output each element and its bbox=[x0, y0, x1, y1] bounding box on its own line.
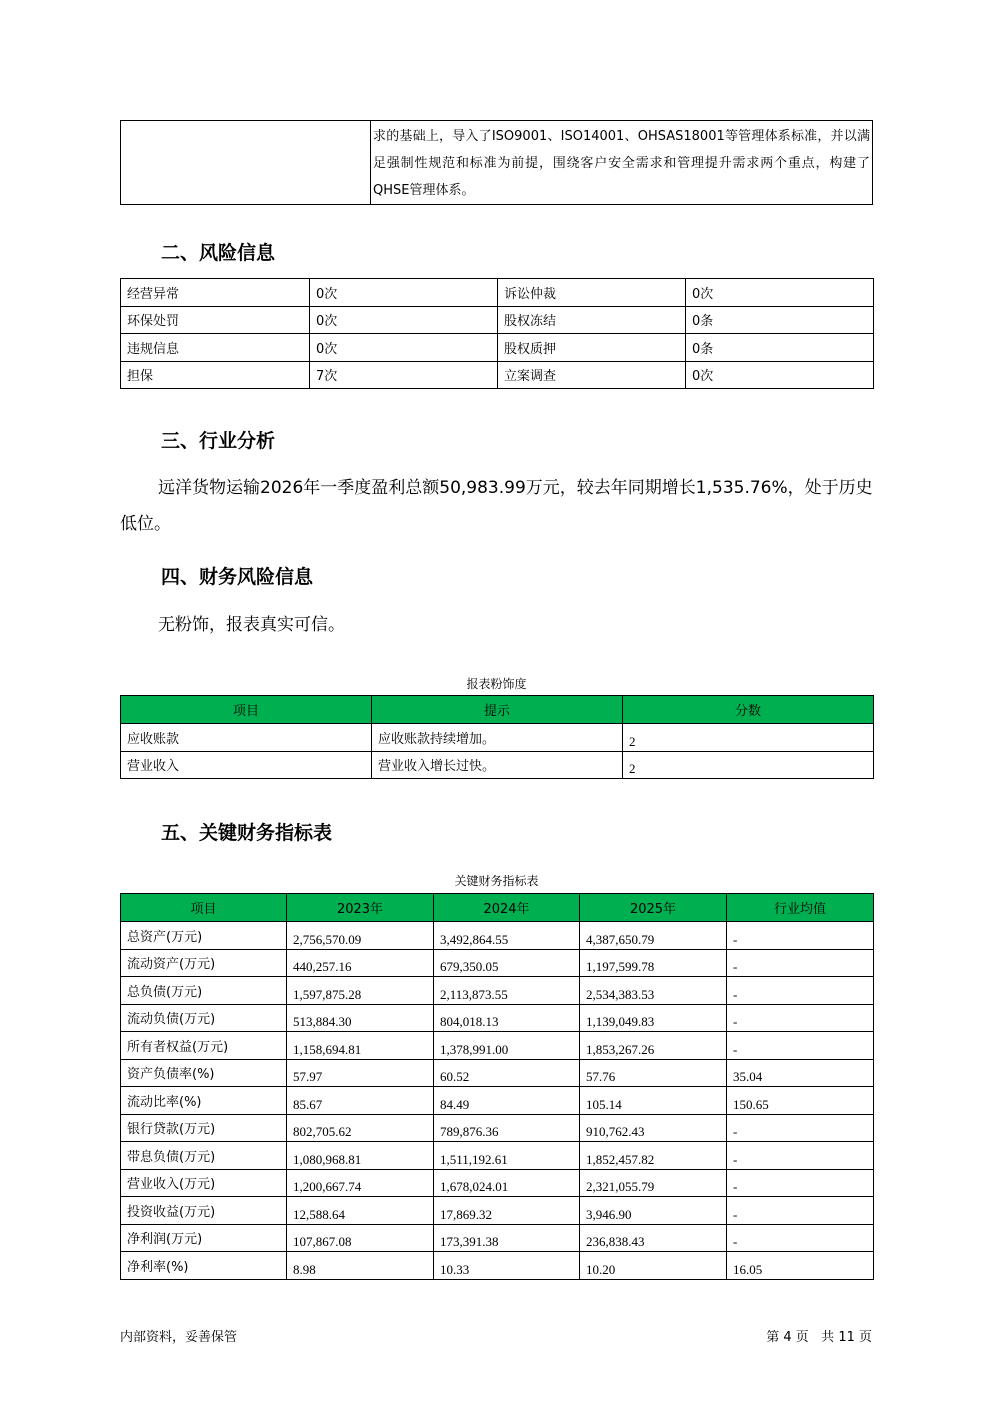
risk-value: 0条 bbox=[686, 334, 874, 362]
risk-value: 0次 bbox=[310, 279, 498, 307]
table-row bbox=[121, 306, 874, 334]
table-row bbox=[121, 1142, 874, 1170]
indicator-name: 净利润(万元) bbox=[121, 1224, 287, 1252]
table-row bbox=[121, 1087, 874, 1115]
value-2025: 236,838.43 bbox=[580, 1224, 727, 1252]
risk-value: 0条 bbox=[686, 306, 874, 334]
table-header-row bbox=[121, 696, 874, 724]
table-row bbox=[121, 361, 874, 389]
industry-average: - bbox=[727, 1004, 874, 1032]
column-header: 项目 bbox=[121, 696, 372, 724]
value-2023: 1,158,694.81 bbox=[287, 1032, 434, 1060]
value-2025: 10.20 bbox=[580, 1252, 727, 1280]
industry-average: - bbox=[727, 922, 874, 950]
column-header: 分数 bbox=[623, 696, 874, 724]
column-header: 提示 bbox=[372, 696, 623, 724]
continuation-empty-cell bbox=[121, 121, 371, 205]
risk-label: 经营异常 bbox=[121, 279, 310, 307]
table-row bbox=[121, 751, 874, 779]
section-title-risk: 二、风险信息 bbox=[161, 242, 276, 264]
industry-average: 150.65 bbox=[727, 1087, 874, 1115]
table-row bbox=[121, 334, 874, 362]
industry-average: - bbox=[727, 1114, 874, 1142]
indicator-name: 资产负债率(%) bbox=[121, 1059, 287, 1087]
table-row bbox=[121, 1032, 874, 1060]
indicator-name: 投资收益(万元) bbox=[121, 1197, 287, 1225]
value-2024: 17,869.32 bbox=[434, 1197, 580, 1225]
score-cell: 2 bbox=[623, 724, 874, 752]
section-title-key-indicators: 五、关键财务指标表 bbox=[161, 822, 333, 844]
column-header: 2025年 bbox=[580, 894, 727, 922]
value-2023: 85.67 bbox=[287, 1087, 434, 1115]
value-2025: 910,762.43 bbox=[580, 1114, 727, 1142]
indicator-name: 总资产(万元) bbox=[121, 922, 287, 950]
risk-label: 违规信息 bbox=[121, 334, 310, 362]
industry-average: - bbox=[727, 1032, 874, 1060]
risk-label: 担保 bbox=[121, 361, 310, 389]
industry-average: - bbox=[727, 1224, 874, 1252]
indicators-table-caption: 关键财务指标表 bbox=[454, 874, 539, 888]
table-header-row bbox=[121, 894, 874, 922]
column-header: 项目 bbox=[121, 894, 287, 922]
industry-average: - bbox=[727, 1142, 874, 1170]
industry-average: 35.04 bbox=[727, 1059, 874, 1087]
value-2023: 57.97 bbox=[287, 1059, 434, 1087]
value-2024: 84.49 bbox=[434, 1087, 580, 1115]
hint-cell: 应收账款持续增加。 bbox=[372, 724, 623, 752]
column-header: 行业均值 bbox=[727, 894, 874, 922]
value-2023: 2,756,570.09 bbox=[287, 922, 434, 950]
value-2023: 1,080,968.81 bbox=[287, 1142, 434, 1170]
value-2025: 1,197,599.78 bbox=[580, 949, 727, 977]
indicator-name: 银行贷款(万元) bbox=[121, 1114, 287, 1142]
industry-average: - bbox=[727, 949, 874, 977]
table-row bbox=[121, 1252, 874, 1280]
table-row bbox=[121, 1197, 874, 1225]
continuation-table bbox=[120, 120, 873, 205]
item-cell: 营业收入 bbox=[121, 751, 372, 779]
indicator-name: 总负债(万元) bbox=[121, 977, 287, 1005]
value-2023: 8.98 bbox=[287, 1252, 434, 1280]
value-2025: 57.76 bbox=[580, 1059, 727, 1087]
risk-value: 0次 bbox=[310, 306, 498, 334]
risk-info-table bbox=[120, 278, 874, 389]
value-2025: 4,387,650.79 bbox=[580, 922, 727, 950]
footer-confidential: 内部资料，妥善保管 bbox=[120, 1330, 238, 1345]
footer-page-number: 第 4 页 共 11 页 bbox=[766, 1330, 872, 1345]
value-2025: 105.14 bbox=[580, 1087, 727, 1115]
value-2024: 804,018.13 bbox=[434, 1004, 580, 1032]
indicator-name: 流动负债(万元) bbox=[121, 1004, 287, 1032]
value-2025: 3,946.90 bbox=[580, 1197, 727, 1225]
indicator-name: 带息负债(万元) bbox=[121, 1142, 287, 1170]
indicator-name: 净利率(%) bbox=[121, 1252, 287, 1280]
whitewash-table-caption: 报表粉饰度 bbox=[466, 677, 527, 691]
financial-risk-text: 无粉饰，报表真实可信。 bbox=[158, 615, 345, 635]
value-2024: 60.52 bbox=[434, 1059, 580, 1087]
table-row bbox=[121, 1059, 874, 1087]
indicator-name: 流动比率(%) bbox=[121, 1087, 287, 1115]
hint-cell: 营业收入增长过快。 bbox=[372, 751, 623, 779]
table-row bbox=[121, 977, 874, 1005]
continuation-text: 求的基础上，导入了ISO9001、ISO14001、OHSAS18001等管理体系标准，并以满足强制性规范和标准为前提，围绕客户安全需求和管理提升需求两个重点，构建了QHSE管理体系。 bbox=[371, 121, 873, 205]
risk-value: 7次 bbox=[310, 361, 498, 389]
table-row bbox=[121, 279, 874, 307]
column-header: 2024年 bbox=[434, 894, 580, 922]
table-row bbox=[121, 1114, 874, 1142]
value-2024: 3,492,864.55 bbox=[434, 922, 580, 950]
value-2024: 1,511,192.61 bbox=[434, 1142, 580, 1170]
value-2024: 679,350.05 bbox=[434, 949, 580, 977]
value-2025: 2,534,383.53 bbox=[580, 977, 727, 1005]
section-title-industry: 三、行业分析 bbox=[161, 430, 276, 452]
key-indicators-table bbox=[120, 893, 874, 1280]
column-header: 2023年 bbox=[287, 894, 434, 922]
value-2023: 1,597,875.28 bbox=[287, 977, 434, 1005]
value-2024: 10.33 bbox=[434, 1252, 580, 1280]
industry-analysis-text: 远洋货物运输2026年一季度盈利总额50,983.99万元，较去年同期增长1,535.76%，处于历史低位。 bbox=[120, 478, 873, 534]
risk-label: 环保处罚 bbox=[121, 306, 310, 334]
indicator-name: 流动资产(万元) bbox=[121, 949, 287, 977]
table-row bbox=[121, 1169, 874, 1197]
risk-label: 立案调查 bbox=[498, 361, 686, 389]
value-2025: 1,852,457.82 bbox=[580, 1142, 727, 1170]
value-2023: 107,867.08 bbox=[287, 1224, 434, 1252]
value-2023: 440,257.16 bbox=[287, 949, 434, 977]
section-title-financial-risk: 四、财务风险信息 bbox=[161, 566, 314, 588]
industry-average: - bbox=[727, 977, 874, 1005]
table-row bbox=[121, 724, 874, 752]
table-row bbox=[121, 922, 874, 950]
table-row bbox=[121, 1224, 874, 1252]
risk-value: 0次 bbox=[310, 334, 498, 362]
indicator-name: 所有者权益(万元) bbox=[121, 1032, 287, 1060]
value-2024: 173,391.38 bbox=[434, 1224, 580, 1252]
industry-average: - bbox=[727, 1197, 874, 1225]
risk-label: 股权冻结 bbox=[498, 306, 686, 334]
score-cell: 2 bbox=[623, 751, 874, 779]
value-2024: 1,378,991.00 bbox=[434, 1032, 580, 1060]
value-2025: 2,321,055.79 bbox=[580, 1169, 727, 1197]
value-2023: 1,200,667.74 bbox=[287, 1169, 434, 1197]
indicator-name: 营业收入(万元) bbox=[121, 1169, 287, 1197]
risk-label: 诉讼仲裁 bbox=[498, 279, 686, 307]
value-2024: 789,876.36 bbox=[434, 1114, 580, 1142]
value-2023: 12,588.64 bbox=[287, 1197, 434, 1225]
value-2023: 513,884.30 bbox=[287, 1004, 434, 1032]
whitewash-table bbox=[120, 695, 874, 779]
item-cell: 应收账款 bbox=[121, 724, 372, 752]
risk-value: 0次 bbox=[686, 361, 874, 389]
value-2023: 802,705.62 bbox=[287, 1114, 434, 1142]
risk-label: 股权质押 bbox=[498, 334, 686, 362]
value-2025: 1,139,049.83 bbox=[580, 1004, 727, 1032]
risk-value: 0次 bbox=[686, 279, 874, 307]
value-2024: 2,113,873.55 bbox=[434, 977, 580, 1005]
value-2024: 1,678,024.01 bbox=[434, 1169, 580, 1197]
table-row bbox=[121, 1004, 874, 1032]
industry-average: - bbox=[727, 1169, 874, 1197]
table-row bbox=[121, 949, 874, 977]
value-2025: 1,853,267.26 bbox=[580, 1032, 727, 1060]
industry-average: 16.05 bbox=[727, 1252, 874, 1280]
